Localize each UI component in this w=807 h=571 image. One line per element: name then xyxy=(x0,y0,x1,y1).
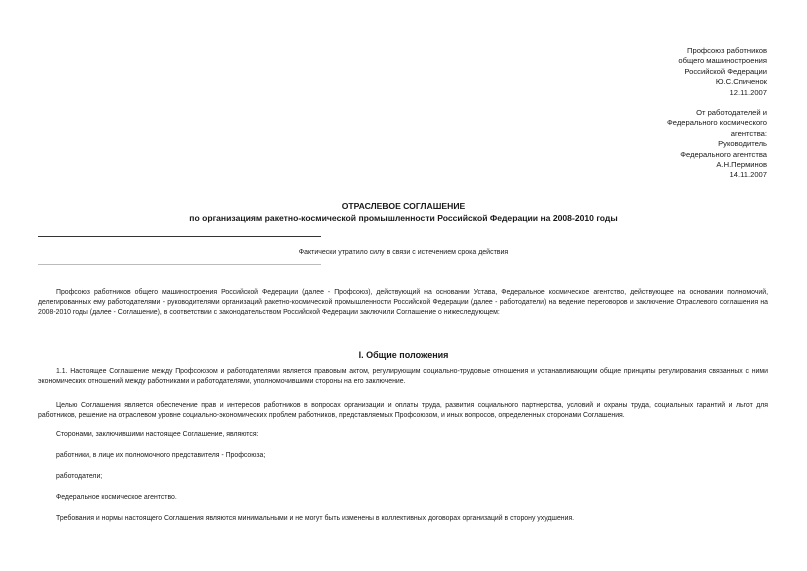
paragraph: 1.1. Настоящее Соглашение между Профсоюзом и работодателями является правовым актом, регулирующим социально-трудовые отношения и устанавливающим общие принципы регулирования связанных с ними экономических отношений между работниками и работодателями, уполномочившими стороны на его заключение. xyxy=(38,368,768,386)
divider-bottom xyxy=(38,264,321,265)
approval-date: 14.11.2007 xyxy=(729,170,767,180)
divider-top xyxy=(38,236,321,237)
approval-line: Ю.С.Спиченок xyxy=(715,77,767,87)
status-note: Фактически утратило силу в связи с истечением срока действия xyxy=(298,249,509,256)
document-subtitle: по организациям ракетно-космической промышленности Российской Федерации на 2008-2010 годы xyxy=(189,213,618,223)
document-title: ОТРАСЛЕВОЕ СОГЛАШЕНИЕ xyxy=(341,201,466,211)
approval-line: общего машиностроения xyxy=(678,56,767,66)
approval-line: Российской Федерации xyxy=(684,66,767,76)
paragraph: Сторонами, заключившими настоящее Соглашение, являются: xyxy=(56,431,259,438)
approval-line: Федерального агентства xyxy=(680,149,767,159)
paragraph: Требования и нормы настоящего Соглашения являются минимальными и не могут быть изменены в коллективных договорах организаций в сторону ухудшения. xyxy=(56,515,575,522)
approval-block-union xyxy=(678,46,767,98)
paragraph: Федеральное космическое агентство. xyxy=(56,494,177,501)
paragraph: работники, в лице их полномочного представителя - Профсоюза; xyxy=(56,452,266,459)
intro-paragraph: Профсоюз работников общего машиностроения Российской Федерации (далее - Профсоюз), действующий на основании Устава, Федеральное космическое агентство, действующее на основании полномочий, делегированных ему работодателями - руководителями организаций ракетно-космической промышленности Российской Федерации (далее - работодатели) на ведение переговоров и заключение Отраслевого соглашения на 2008-2010 годы (далее - Соглашение), в соответствии с законодательством Российской Федерации заключили Соглашение о нижеследующем: xyxy=(38,289,768,317)
paragraph: Целью Соглашения является обеспечение прав и интересов работников в вопросах организации и оплаты труда, развития социального партнерства, условий и охраны труда, социальных гарантий и льгот для работников, решение на отраслевом уровне социально-экономических проблем работников, представляемых Профсоюзом, и иных вопросов, определенных сторонами Соглашения. xyxy=(38,402,768,420)
approval-line: Руководитель xyxy=(718,139,767,149)
approval-line: агентства: xyxy=(730,128,767,138)
paragraph: работодатели; xyxy=(56,473,103,480)
approval-block-employers xyxy=(667,108,767,181)
approval-line: От работодателей и xyxy=(696,108,767,117)
approval-line: А.Н.Перминов xyxy=(716,160,767,170)
section-heading: I. Общие положения xyxy=(358,350,449,360)
approval-date: 12.11.2007 xyxy=(729,87,767,97)
approval-line: Профсоюз работников xyxy=(687,46,767,55)
approval-line: Федерального космического xyxy=(667,118,767,128)
